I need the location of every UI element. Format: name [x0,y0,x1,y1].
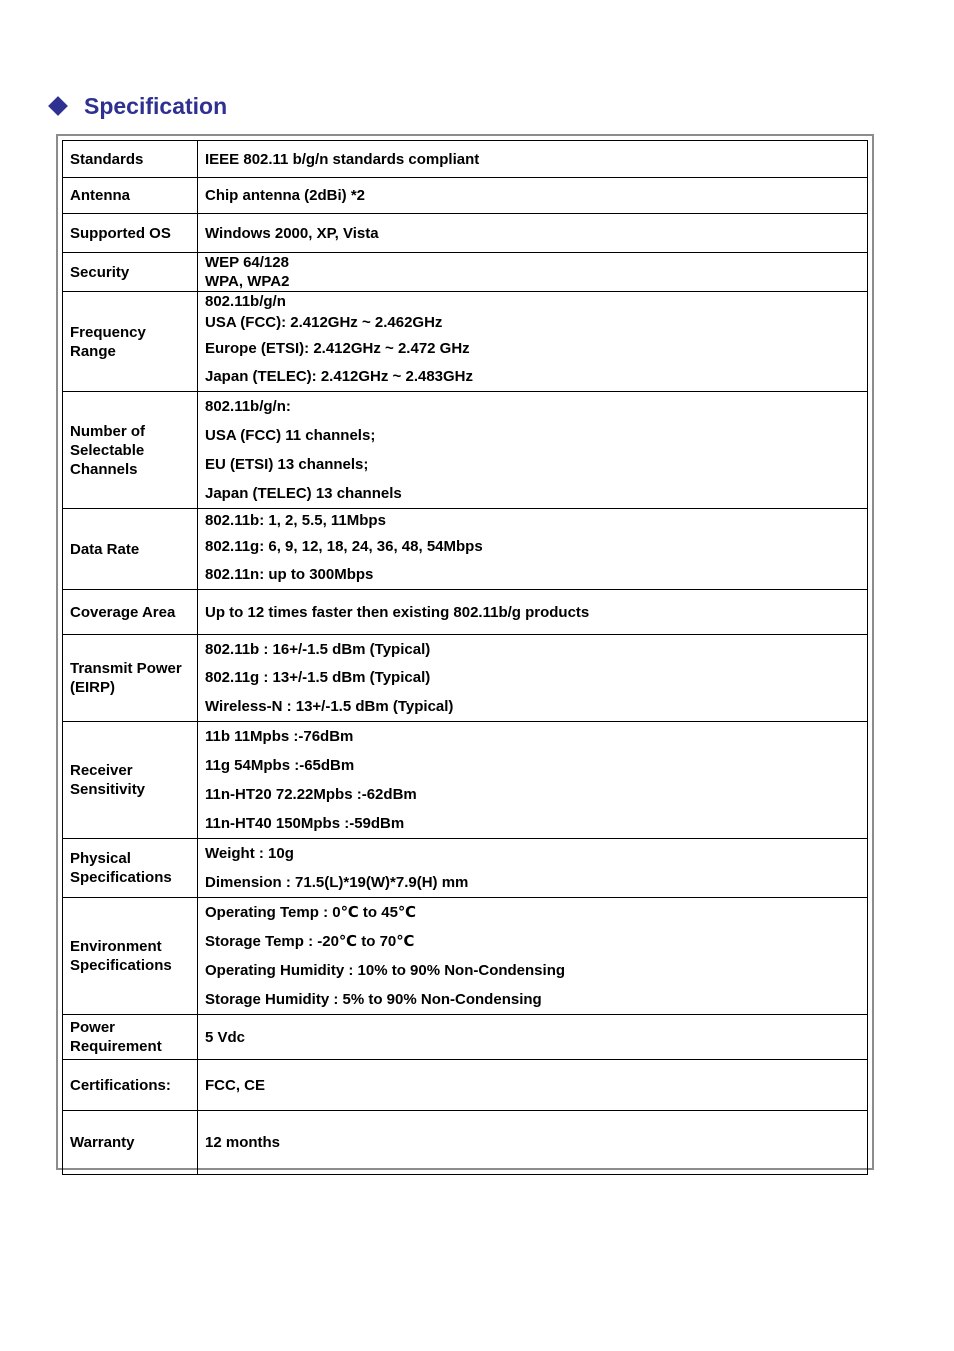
spec-value: 802.11b/g/n: [205,398,291,415]
table-row [63,590,868,635]
spec-value-cell [198,1060,868,1111]
table-row [63,1015,868,1060]
spec-value-cell [198,214,868,253]
spec-value: Up to 12 times faster then existing 802.11b/g products [205,603,590,621]
spec-label: Channels [70,460,138,478]
spec-value: 802.11b/g/n [205,293,286,310]
table-row [63,392,868,509]
spec-label-cell [63,722,198,839]
spec-value: 802.11g : 13+/-1.5 dBm (Typical) [205,668,431,686]
spec-value-cell [198,292,868,392]
spec-label: Range [70,342,116,360]
table-row [63,1060,868,1111]
spec-table [62,140,868,1175]
spec-label-cell [63,253,198,292]
spec-label: Requirement [70,1038,162,1055]
spec-value: Europe (ETSI): 2.412GHz ~ 2.472 GHz [205,340,470,357]
spec-value: Dimension : 71.5(L)*19(W)*7.9(H) mm [205,874,469,891]
spec-label-cell [63,898,198,1015]
spec-value-cell [198,253,868,292]
spec-value: Storage Temp : -20℃ to 70℃ [205,933,415,950]
spec-label: Specifications [70,957,172,974]
spec-label: Certifications: [70,1076,171,1094]
spec-label-cell [63,292,198,392]
spec-label-cell [63,590,198,635]
spec-value: 11n-HT40 150Mpbs :-59dBm [205,815,405,832]
spec-value-cell [198,635,868,722]
spec-label: Number of [70,422,145,440]
spec-value-cell [198,392,868,509]
spec-label-cell [63,214,198,253]
spec-label: Data Rate [70,540,140,558]
spec-label: Warranty [70,1134,135,1151]
table-row [63,839,868,898]
spec-value: Operating Humidity : 10% to 90% Non-Condensing [205,962,566,979]
table-row [63,635,868,722]
spec-value-cell [198,839,868,898]
spec-value: USA (FCC): 2.412GHz ~ 2.462GHz [205,314,443,331]
spec-value: 802.11n: up to 300Mbps [205,566,374,583]
spec-label: (EIRP) [70,679,115,696]
spec-value: Japan (TELEC): 2.412GHz ~ 2.483GHz [205,368,474,385]
table-row [63,509,868,590]
spec-value: 11n-HT20 72.22Mpbs :-62dBm [205,786,417,803]
spec-label: Power [70,1019,116,1036]
spec-value-cell [198,141,868,178]
table-row [63,1111,868,1175]
spec-label-cell [63,1111,198,1175]
spec-label-cell [63,635,198,722]
spec-label: Transmit Power [70,660,182,677]
spec-value: 802.11b: 1, 2, 5.5, 11Mbps [205,512,386,529]
spec-value: Wireless-N : 13+/-1.5 dBm (Typical) [205,697,454,715]
table-row [63,292,868,392]
spec-value-cell [198,590,868,635]
spec-label: Antenna [70,187,130,204]
spec-value: Operating Temp : 0℃ to 45℃ [205,904,417,921]
spec-value: WEP 64/128 [205,254,289,271]
table-row [63,898,868,1015]
spec-value: 5 Vdc [205,1028,246,1046]
spec-label-cell [63,1015,198,1060]
table-row [63,141,868,178]
spec-label: Physical [70,850,131,867]
spec-table-frame [56,134,874,1170]
spec-value: FCC, CE [205,1076,265,1094]
section-title: Specification [84,92,228,119]
table-row [63,214,868,253]
spec-value: Windows 2000, XP, Vista [205,224,379,242]
spec-value: Japan (TELEC) 13 channels [205,485,402,502]
spec-value: 12 months [205,1134,281,1151]
table-row [63,178,868,214]
spec-label: Selectable [70,441,145,459]
spec-label-cell [63,1060,198,1111]
spec-value: 11g 54Mpbs :-65dBm [205,757,355,774]
spec-label-cell [63,392,198,509]
spec-value-cell [198,1111,868,1175]
spec-value: 11b 11Mpbs :-76dBm [205,728,354,745]
spec-label-cell [63,839,198,898]
spec-label: Standards [70,150,144,168]
spec-label: Receiver [70,762,133,779]
spec-value-cell [198,898,868,1015]
spec-label: Security [70,263,130,281]
table-row [63,253,868,292]
spec-label: Supported OS [70,224,171,242]
spec-label-cell [63,178,198,214]
spec-label-cell [63,141,198,178]
spec-label: Specifications [70,869,172,886]
diamond-bullet-icon [48,96,68,116]
spec-value: Storage Humidity : 5% to 90% Non-Condensing [205,991,542,1008]
spec-value-cell [198,1015,868,1060]
spec-value-cell [198,509,868,590]
spec-label: Frequency [70,323,146,341]
spec-value: 802.11b : 16+/-1.5 dBm (Typical) [205,640,431,658]
spec-label: Environment [70,938,162,955]
spec-label-cell [63,509,198,590]
spec-value: Chip antenna (2dBi) *2 [205,187,366,204]
spec-value: EU (ETSI) 13 channels; [205,456,369,473]
spec-value: IEEE 802.11 b/g/n standards compliant [205,150,480,168]
spec-label: Sensitivity [70,781,146,798]
spec-value: USA (FCC) 11 channels; [205,427,376,444]
spec-label: Coverage Area [70,603,176,621]
spec-value: WPA, WPA2 [205,273,290,290]
spec-value-cell [198,722,868,839]
spec-value: Weight : 10g [205,845,294,862]
spec-value-cell [198,178,868,214]
section-heading [48,90,227,122]
table-row [63,722,868,839]
spec-value: 802.11g: 6, 9, 12, 18, 24, 36, 48, 54Mbps [205,538,483,555]
